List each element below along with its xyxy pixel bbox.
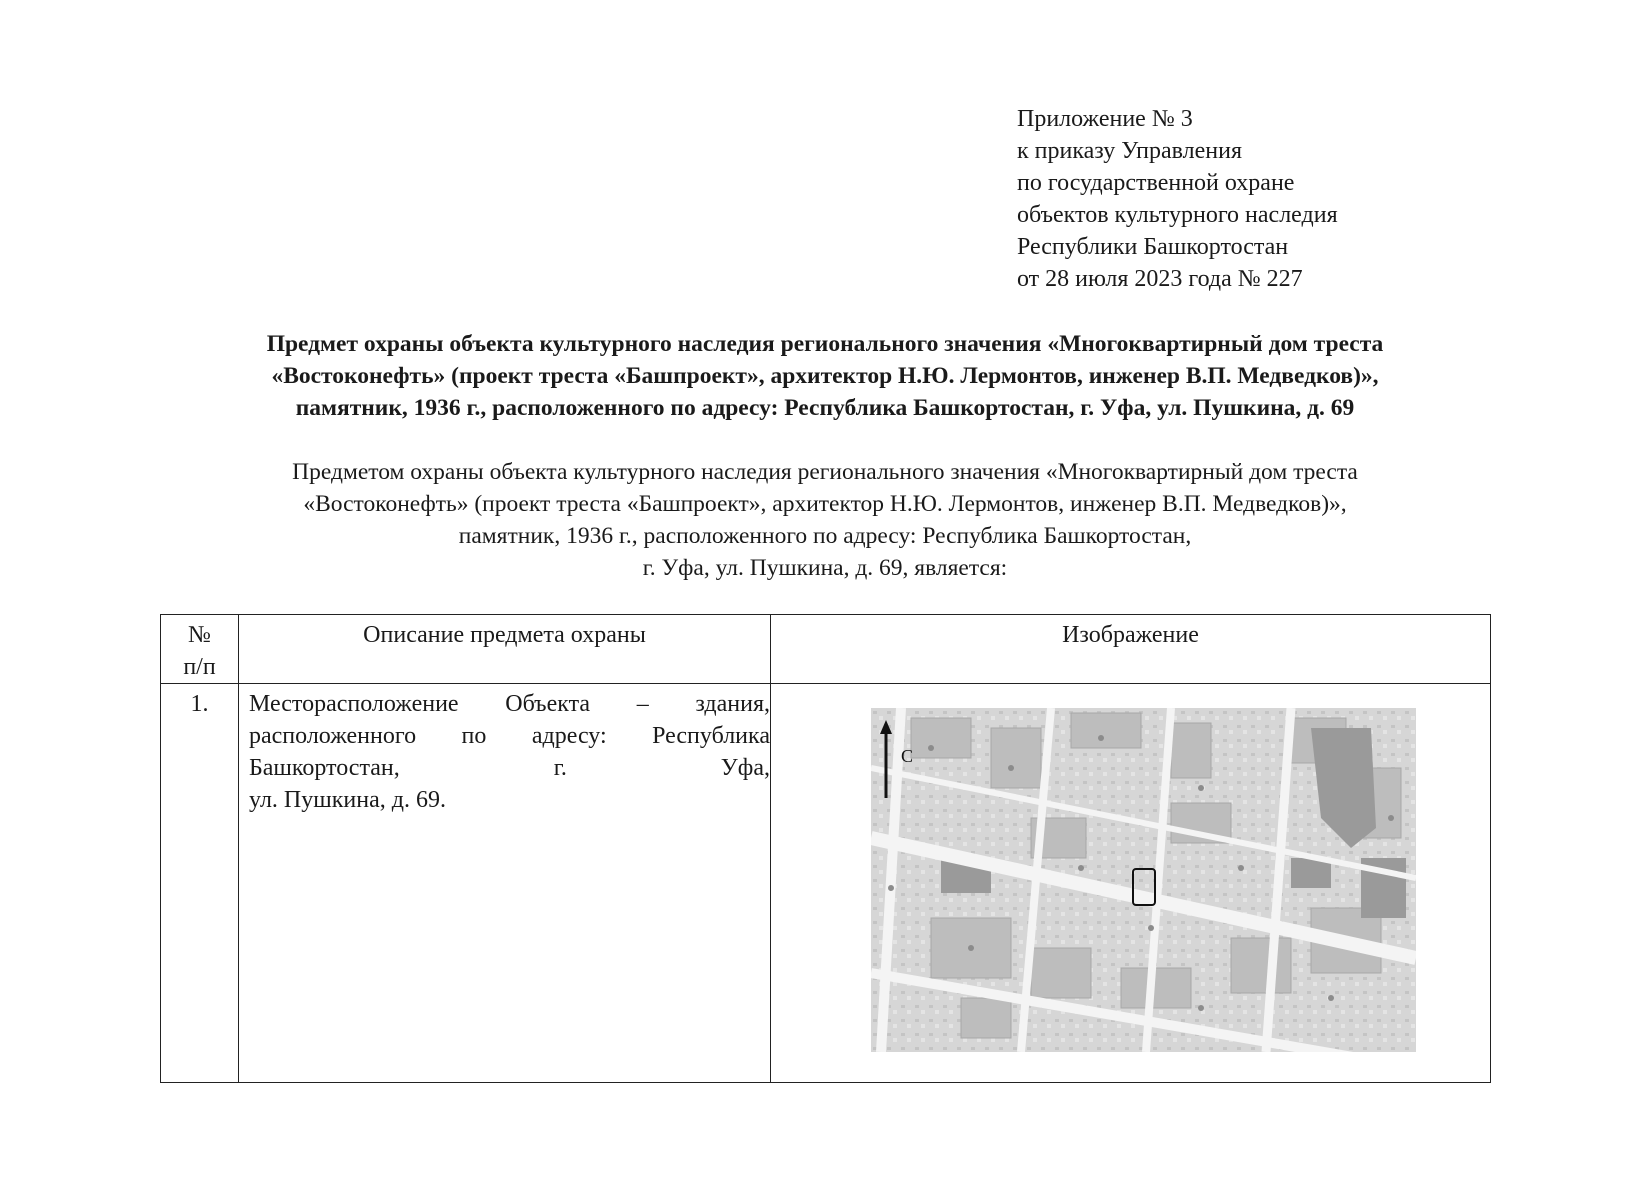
desc-word: по bbox=[461, 723, 487, 749]
annex-line: от 28 июля 2023 года № 227 bbox=[1017, 266, 1303, 292]
desc-word: г. bbox=[553, 755, 567, 781]
description-line bbox=[249, 720, 770, 752]
row-image-cell bbox=[771, 684, 1491, 1083]
desc-word: расположенного bbox=[249, 723, 417, 749]
annex-line: по государственной охране bbox=[1017, 170, 1295, 196]
header-number bbox=[161, 615, 239, 684]
intro-line: «Востоконефть» (проект треста «Башпроект», архитектор Н.Ю. Лермонтов, инженер В.П. Медведков)», bbox=[303, 491, 1347, 517]
annex-line: объектов культурного наследия bbox=[1017, 202, 1338, 228]
annex-block bbox=[1017, 103, 1338, 295]
desc-word: адресу: bbox=[531, 723, 607, 749]
header-number-line2: п/п bbox=[183, 654, 216, 680]
description-line bbox=[249, 752, 770, 784]
intro-line: Предметом охраны объекта культурного наследия регионального значения «Многоквартирный дом треста bbox=[292, 459, 1358, 485]
annex-line: к приказу Управления bbox=[1017, 138, 1243, 164]
table-header-row bbox=[161, 615, 1491, 684]
annex-line: Республики Башкортостан bbox=[1017, 234, 1289, 260]
desc-word: Башкортостан, bbox=[249, 755, 400, 781]
north-label: С bbox=[901, 746, 914, 766]
table-row bbox=[161, 684, 1491, 1083]
desc-word: здания, bbox=[695, 691, 770, 717]
header-image: Изображение bbox=[771, 615, 1491, 684]
desc-word: Уфа, bbox=[720, 755, 770, 781]
protection-subject-table bbox=[160, 614, 1491, 1083]
intro-line: г. Уфа, ул. Пушкина, д. 69, является: bbox=[642, 555, 1008, 581]
row-description bbox=[239, 684, 771, 1083]
title-line: Предмет охраны объекта культурного наследия регионального значения «Многоквартирный дом треста bbox=[266, 331, 1384, 357]
title-line: памятник, 1936 г., расположенного по адресу: Республика Башкортостан, г. Уфа, ул. Пушкина, д. 69 bbox=[295, 395, 1355, 421]
header-number-line1: № bbox=[188, 622, 211, 648]
row-number: 1. bbox=[161, 684, 239, 1083]
desc-word: – bbox=[636, 691, 649, 717]
description-line bbox=[249, 688, 770, 720]
desc-word: Месторасположение bbox=[249, 691, 459, 717]
header-description: Описание предмета охраны bbox=[239, 615, 771, 684]
desc-word: Объекта bbox=[505, 691, 591, 717]
location-map bbox=[871, 708, 1416, 1052]
intro-line: памятник, 1936 г., расположенного по адресу: Республика Башкортостан, bbox=[458, 523, 1192, 549]
description-line: ул. Пушкина, д. 69. bbox=[249, 787, 446, 813]
document-title bbox=[160, 328, 1490, 424]
title-line: «Востоконефть» (проект треста «Башпроект», архитектор Н.Ю. Лермонтов, инженер В.П. Медведков)», bbox=[271, 363, 1379, 389]
intro-paragraph bbox=[160, 456, 1490, 584]
desc-word: Республика bbox=[652, 723, 770, 749]
annex-line: Приложение № 3 bbox=[1017, 106, 1193, 132]
